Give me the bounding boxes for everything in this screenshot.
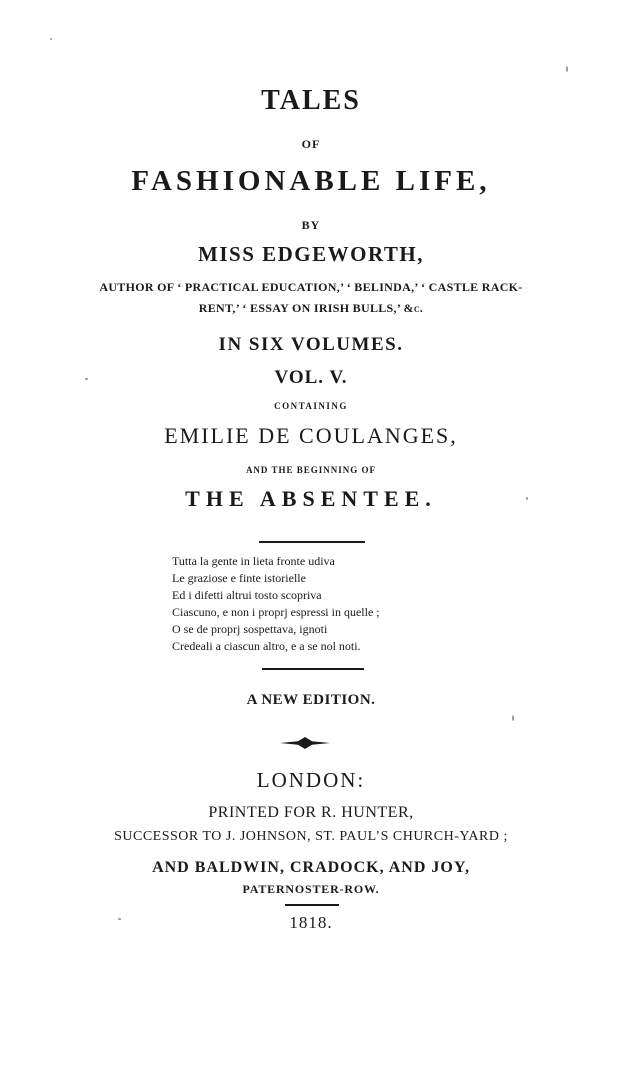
- divider-rule-top: [259, 541, 365, 543]
- divider-rule-bottom: [262, 668, 364, 670]
- title-line-fashionable-life: FASHIONABLE LIFE,: [131, 165, 491, 197]
- epigraph-line: Tutta la gente in lieta fronte udiva: [172, 554, 335, 568]
- containing-label: CONTAINING: [274, 401, 348, 411]
- imprint-year: 1818.: [289, 913, 333, 932]
- epigraph: [172, 553, 472, 655]
- story-title-absentee: THE ABSENTEE.: [185, 486, 437, 511]
- author-works-line-1: AUTHOR OF ‘ PRACTICAL EDUCATION,’ ‘ BELINDA,’ ‘ CASTLE RACK-: [99, 280, 523, 294]
- imprint-successor: SUCCESSOR TO J. JOHNSON, ST. PAUL’S CHURCH-YARD ;: [114, 829, 508, 844]
- paper-speck: [566, 66, 568, 72]
- title-line-tales: TALES: [261, 85, 361, 116]
- imprint-publishers: AND BALDWIN, CRADOCK, AND JOY,: [152, 859, 470, 876]
- epigraph-line: Ciascuno, e non i proprj espressi in quelle ;: [172, 605, 380, 619]
- volume-count: IN SIX VOLUMES.: [218, 334, 404, 355]
- epigraph-line: Credeali a ciascun altro, e a se nol noti.: [172, 639, 361, 653]
- story-title-emilie: EMILIE DE COULANGES,: [164, 423, 458, 448]
- epigraph-line: Le graziose e finte istorielle: [172, 571, 306, 585]
- printer-ornament-icon: [280, 736, 330, 750]
- imprint-city: LONDON:: [256, 768, 366, 792]
- imprint-address: PATERNOSTER-ROW.: [242, 882, 380, 896]
- epigraph-line: Ed i difetti altrui tosto scopriva: [172, 588, 322, 602]
- author-works-line-2: RENT,’ ‘ ESSAY ON IRISH BULLS,’ &c.: [198, 301, 424, 315]
- edition-label: A NEW EDITION.: [246, 692, 376, 708]
- paper-speck: [512, 715, 514, 721]
- paper-speck: [50, 38, 52, 40]
- paper-speck: [526, 497, 528, 500]
- epigraph-line: O se de proprj sospettava, ignoti: [172, 622, 328, 636]
- byline-by: BY: [301, 218, 321, 232]
- paper-speck: [85, 378, 88, 380]
- title-line-of: OF: [301, 137, 321, 151]
- beginning-label: AND THE BEGINNING OF: [245, 465, 377, 475]
- volume-number: VOL. V.: [274, 367, 348, 388]
- year-rule: [285, 904, 339, 906]
- imprint-printer: PRINTED FOR R. HUNTER,: [208, 804, 414, 821]
- author-name: MISS EDGEWORTH,: [198, 242, 424, 266]
- paper-speck: [118, 918, 121, 920]
